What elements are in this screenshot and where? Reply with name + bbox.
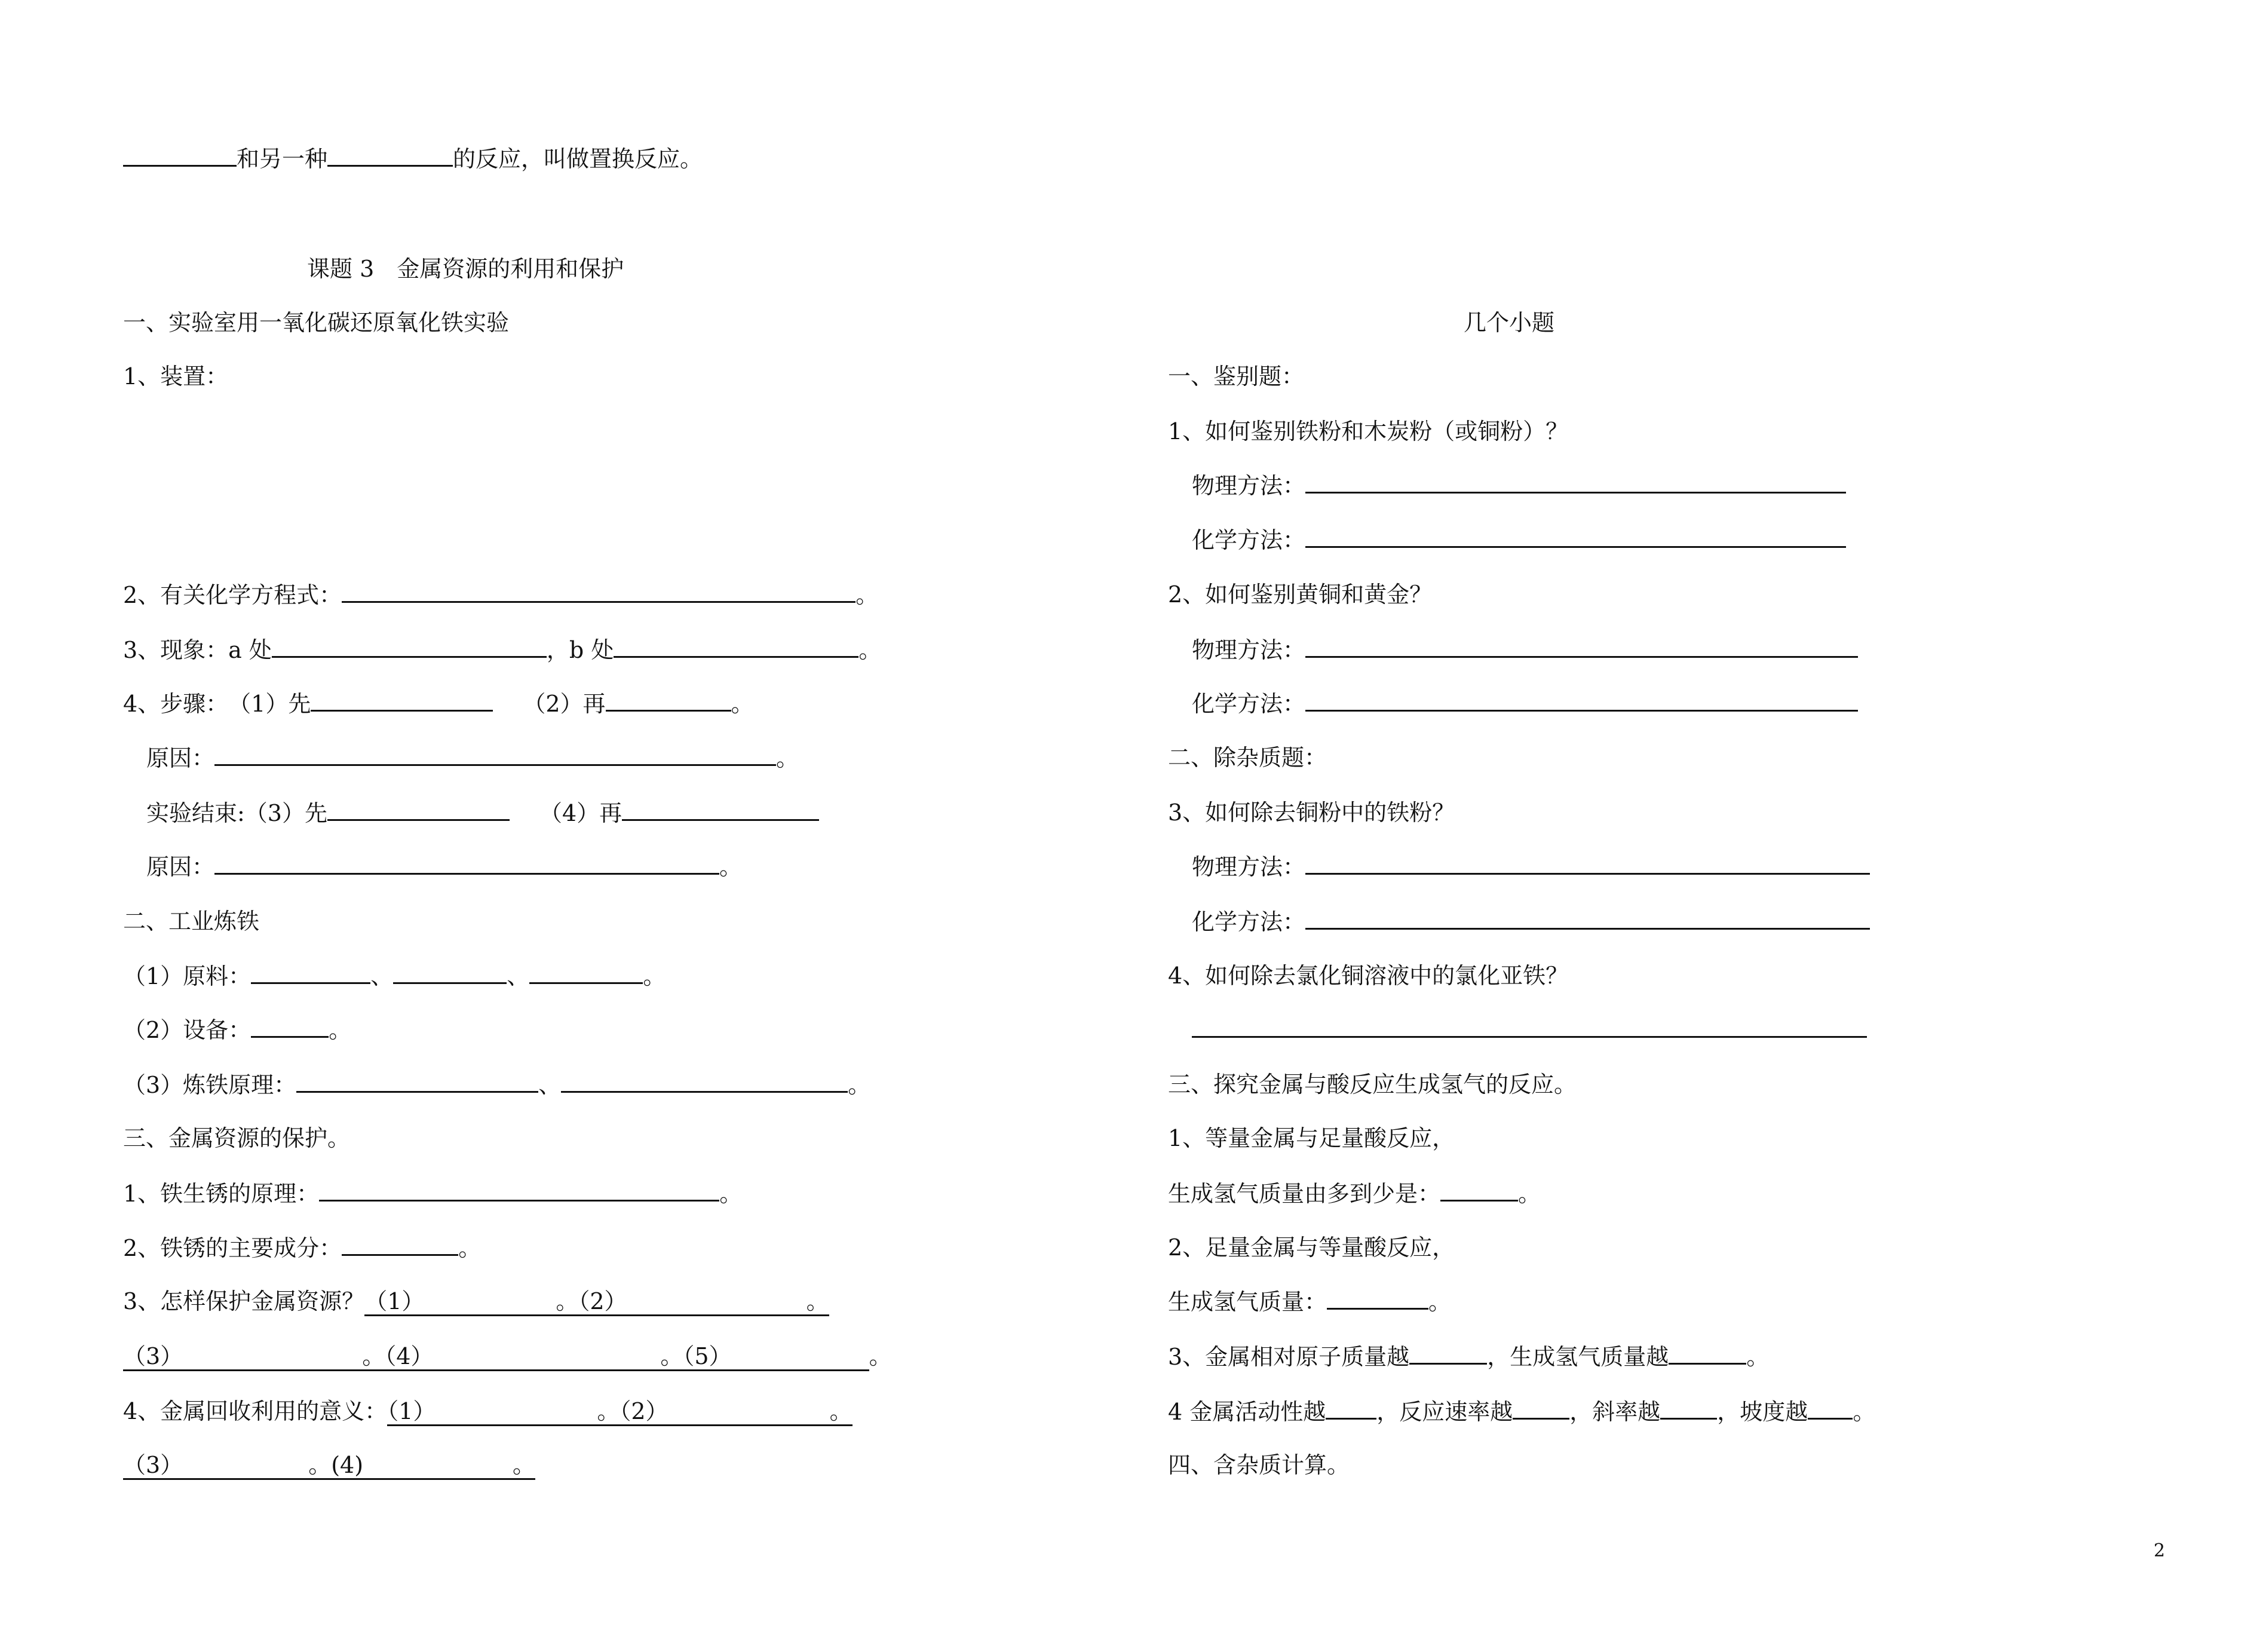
section-heading: 一、实验室用一氧化碳还原氧化铁实验 [123, 309, 510, 336]
text: 实验结束:（3）先 [146, 800, 327, 826]
section-heading: 二、除杂质题： [1168, 744, 1327, 771]
text: 。 [1746, 1344, 1770, 1370]
text: ，生成氢气质量越 [1487, 1344, 1669, 1370]
blank[interactable] [561, 1069, 848, 1093]
blank[interactable] [529, 961, 643, 984]
text: 。 [829, 1398, 853, 1424]
experiment-end-line [146, 798, 819, 827]
page-number: 2 [2154, 1540, 2166, 1561]
blank[interactable] [1808, 1396, 1853, 1420]
question-phenomenon [123, 635, 881, 664]
blank[interactable] [606, 688, 731, 712]
text: 、 [538, 1072, 562, 1098]
blank[interactable] [1326, 1396, 1376, 1420]
blank[interactable] [327, 143, 453, 167]
section-heading: 二、工业炼铁 [123, 908, 260, 934]
hydrogen-mass-line [1168, 1286, 1451, 1316]
text: ，b 处 [546, 637, 614, 663]
text: （2）再 [523, 691, 606, 717]
question-label: 1、如何鉴别铁粉和木炭粉（或铜粉）？ [1168, 418, 1569, 445]
blank[interactable] [296, 1069, 538, 1093]
text: 。 [1853, 1399, 1876, 1425]
section-heading: 三、金属资源的保护。 [123, 1125, 351, 1151]
text: 2、铁锈的主要成分： [123, 1235, 342, 1261]
blank[interactable] [1513, 1396, 1569, 1420]
blank[interactable] [123, 143, 237, 167]
text: 。 [719, 1181, 743, 1207]
text: 生成氢气质量： [1168, 1289, 1327, 1315]
text: （2）设备： [123, 1017, 252, 1043]
text: ，斜率越 [1569, 1399, 1661, 1425]
text: （4）再 [539, 800, 623, 826]
text: ，坡度越 [1717, 1399, 1808, 1425]
question-label: 1、装置： [123, 363, 229, 390]
blank[interactable] [1305, 470, 1846, 494]
blank[interactable] [319, 1178, 719, 1202]
text: 、 [370, 963, 394, 989]
question-steps [123, 688, 754, 718]
text: 。 [1428, 1289, 1452, 1315]
blank[interactable] [1409, 1341, 1487, 1365]
blank[interactable] [251, 961, 370, 984]
text: 原因： [146, 745, 215, 771]
blank[interactable] [214, 743, 776, 766]
text: 。（2） [556, 1288, 627, 1314]
text: 。（5） [660, 1343, 732, 1369]
text: 。(4) [308, 1452, 364, 1478]
question-label: 1、等量金属与足量酸反应， [1168, 1125, 1455, 1151]
text: 1、铁生锈的原理： [123, 1181, 320, 1207]
question-label: 4、如何除去氯化铜溶液中的氯化亚铁？ [1168, 963, 1569, 989]
reason-line [146, 743, 799, 773]
text: 物理方法： [1192, 854, 1306, 880]
physical-method-line [1192, 470, 1846, 500]
blank[interactable] [251, 1015, 329, 1038]
blank[interactable] [614, 635, 858, 658]
text: 3、现象：a 处 [123, 637, 272, 663]
chemical-method-line [1192, 688, 1858, 718]
text: 。 [643, 963, 666, 989]
blank[interactable] [311, 688, 493, 712]
section-heading: 四、含杂质计算。 [1168, 1452, 1350, 1478]
text: 。 [855, 582, 879, 608]
text: 原因： [146, 854, 215, 880]
atomic-mass-line [1168, 1341, 1769, 1371]
text: 。 [806, 1288, 829, 1314]
rust-component-line [123, 1233, 481, 1262]
blank[interactable] [1327, 1286, 1428, 1310]
text: 物理方法： [1192, 473, 1306, 499]
underlined-answer[interactable] [364, 1288, 829, 1316]
blank[interactable] [342, 580, 855, 603]
blank[interactable] [327, 798, 510, 821]
underlined-answer[interactable] [123, 1343, 869, 1371]
text: （3） [123, 1452, 183, 1478]
text: （1） [387, 1398, 436, 1424]
text: 。（4） [362, 1343, 434, 1369]
equipment-line [123, 1015, 351, 1044]
chemical-method-line [1192, 906, 1870, 936]
blank[interactable] [1305, 906, 1870, 930]
blank[interactable] [1305, 525, 1846, 548]
blank[interactable] [1305, 635, 1858, 658]
text: 的反应，叫做置换反应。 [453, 146, 703, 172]
text: 。（2） [597, 1398, 669, 1424]
text: 和另一种 [237, 146, 328, 172]
chemical-method-line [1192, 525, 1846, 554]
blank[interactable] [342, 1233, 458, 1256]
text: 。 [848, 1072, 871, 1098]
text: 、 [507, 963, 530, 989]
blank[interactable] [622, 798, 819, 821]
question-label: 3、如何除去铜粉中的铁粉？ [1168, 799, 1455, 826]
text: 4 金属活动性越 [1168, 1399, 1326, 1425]
blank[interactable] [1305, 851, 1870, 875]
text: 4、步骤： （1）先 [123, 691, 311, 717]
text: 化学方法： [1192, 909, 1306, 935]
reason-line [146, 851, 742, 881]
question-equation [123, 580, 878, 609]
text: （3）炼铁原理： [123, 1072, 297, 1098]
text: 。 [776, 745, 799, 771]
text: 3、金属相对原子质量越 [1168, 1344, 1410, 1370]
top-line [123, 143, 703, 173]
text: 物理方法： [1192, 637, 1306, 663]
text: 生成氢气质量由多到少是： [1168, 1181, 1441, 1207]
course-title: 课题 3 金属资源的利用和保护 [307, 256, 624, 282]
text: 4、金属回收利用的意义： [123, 1398, 388, 1424]
activity-line [1168, 1396, 1875, 1426]
text: 化学方法： [1192, 691, 1306, 717]
underlined-answer[interactable] [123, 1452, 535, 1480]
section-heading: 一、鉴别题： [1168, 363, 1305, 390]
underlined-answer[interactable] [387, 1398, 852, 1426]
text: 。 [719, 854, 743, 880]
blank[interactable] [1660, 1396, 1717, 1420]
recycling-meaning-line-2 [123, 1450, 535, 1480]
blank[interactable] [1305, 688, 1858, 712]
text: 化学方法： [1192, 527, 1306, 553]
text: （3） [123, 1343, 183, 1369]
answer-line [1192, 1015, 1867, 1044]
raw-materials-line [123, 961, 666, 991]
recycling-meaning-line [123, 1396, 853, 1426]
text: （1）原料： [123, 963, 252, 989]
protect-resources-line [123, 1286, 829, 1316]
text: 2、有关化学方程式： [123, 582, 342, 608]
blank[interactable] [214, 851, 719, 875]
physical-method-line [1192, 851, 1870, 881]
section-heading: 三、探究金属与酸反应生成氢气的反应。 [1168, 1071, 1577, 1098]
text: ，反应速率越 [1376, 1399, 1513, 1425]
blank[interactable] [1192, 1015, 1867, 1038]
right-title: 几个小题 [1464, 309, 1555, 336]
protect-resources-line-2 [123, 1341, 892, 1371]
text: 。 [869, 1343, 892, 1369]
rust-principle-line [123, 1178, 742, 1208]
principle-line [123, 1069, 870, 1099]
physical-method-line [1192, 635, 1858, 664]
hydrogen-order-line [1168, 1178, 1541, 1208]
question-label: 2、如何鉴别黄铜和黄金？ [1168, 581, 1433, 608]
text: 。 [458, 1235, 482, 1261]
text: 。 [329, 1017, 352, 1043]
text: （1） [364, 1288, 425, 1314]
question-label: 2、足量金属与等量酸反应， [1168, 1234, 1455, 1261]
text: 。 [1518, 1181, 1541, 1207]
blank[interactable] [1440, 1178, 1518, 1202]
text: 3、怎样保护金属资源？ [123, 1288, 365, 1314]
blank[interactable] [1669, 1341, 1746, 1365]
text: 。 [513, 1452, 536, 1478]
text: 。 [858, 637, 882, 663]
blank[interactable] [393, 961, 507, 984]
text: 。 [731, 691, 754, 717]
blank[interactable] [272, 635, 547, 658]
